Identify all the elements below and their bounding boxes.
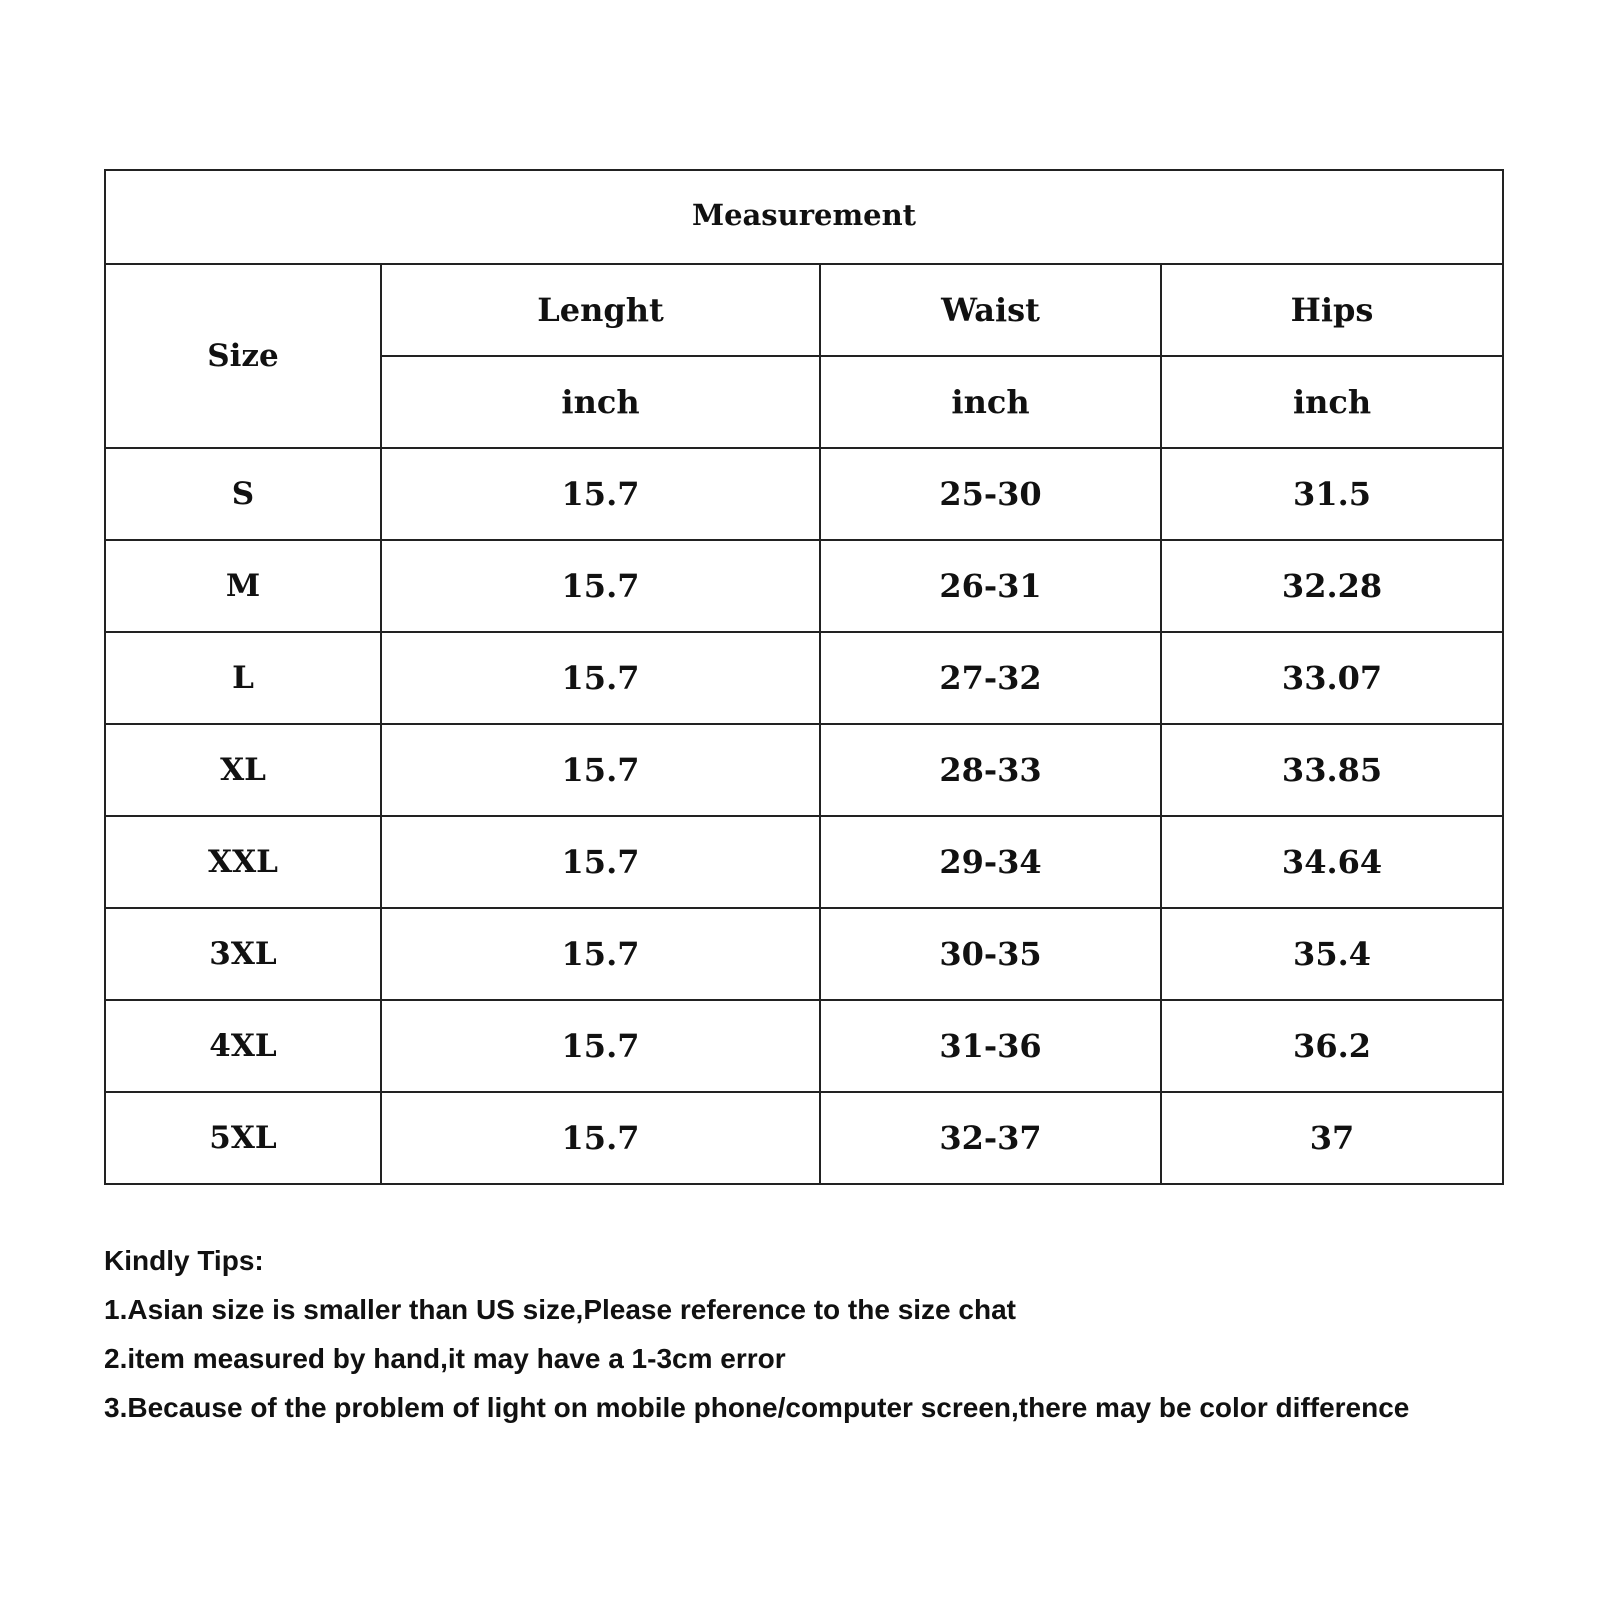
table-row [105, 816, 1503, 908]
waist-value: 31-36 [820, 1000, 1161, 1092]
size-value: S [105, 448, 381, 540]
column-header-row [105, 264, 1503, 356]
length-value: 15.7 [381, 816, 820, 908]
tip-item: 3.Because of the problem of light on mobile phone/computer screen,there may be color difference [104, 1392, 1410, 1423]
table-title: Measurement [105, 170, 1503, 264]
tips-heading: Kindly Tips: [104, 1245, 264, 1276]
hips-value: 35.4 [1161, 908, 1503, 1000]
waist-unit: inch [820, 356, 1161, 448]
hips-value: 32.28 [1161, 540, 1503, 632]
hips-value: 33.07 [1161, 632, 1503, 724]
hips-value: 33.85 [1161, 724, 1503, 816]
size-chart-table [104, 169, 1504, 1185]
length-value: 15.7 [381, 908, 820, 1000]
waist-value: 30-35 [820, 908, 1161, 1000]
hips-header: Hips [1161, 264, 1503, 356]
length-value: 15.7 [381, 448, 820, 540]
waist-value: 27-32 [820, 632, 1161, 724]
size-value: XL [105, 724, 381, 816]
waist-value: 32-37 [820, 1092, 1161, 1184]
size-value: M [105, 540, 381, 632]
length-value: 15.7 [381, 632, 820, 724]
tip-item: 2.item measured by hand,it may have a 1-3cm error [104, 1343, 786, 1374]
table-row [105, 540, 1503, 632]
waist-value: 29-34 [820, 816, 1161, 908]
hips-value: 31.5 [1161, 448, 1503, 540]
waist-header: Waist [820, 264, 1161, 356]
hips-value: 34.64 [1161, 816, 1503, 908]
size-value: XXL [105, 816, 381, 908]
table-title-row [105, 170, 1503, 264]
size-header: Size [105, 264, 381, 448]
length-value: 15.7 [381, 724, 820, 816]
table-row [105, 632, 1503, 724]
table-row [105, 1000, 1503, 1092]
waist-value: 28-33 [820, 724, 1161, 816]
table-row [105, 1092, 1503, 1184]
hips-unit: inch [1161, 356, 1503, 448]
size-value: 5XL [105, 1092, 381, 1184]
length-value: 15.7 [381, 1092, 820, 1184]
kindly-tips [104, 1236, 1414, 1432]
length-unit: inch [381, 356, 820, 448]
table-row [105, 448, 1503, 540]
length-header: Lenght [381, 264, 820, 356]
size-value: L [105, 632, 381, 724]
waist-value: 25-30 [820, 448, 1161, 540]
size-value: 3XL [105, 908, 381, 1000]
length-value: 15.7 [381, 1000, 820, 1092]
table-row [105, 724, 1503, 816]
size-value: 4XL [105, 1000, 381, 1092]
hips-value: 37 [1161, 1092, 1503, 1184]
tip-item: 1.Asian size is smaller than US size,Please reference to the size chat [104, 1294, 1016, 1325]
waist-value: 26-31 [820, 540, 1161, 632]
table-row [105, 908, 1503, 1000]
length-value: 15.7 [381, 540, 820, 632]
hips-value: 36.2 [1161, 1000, 1503, 1092]
